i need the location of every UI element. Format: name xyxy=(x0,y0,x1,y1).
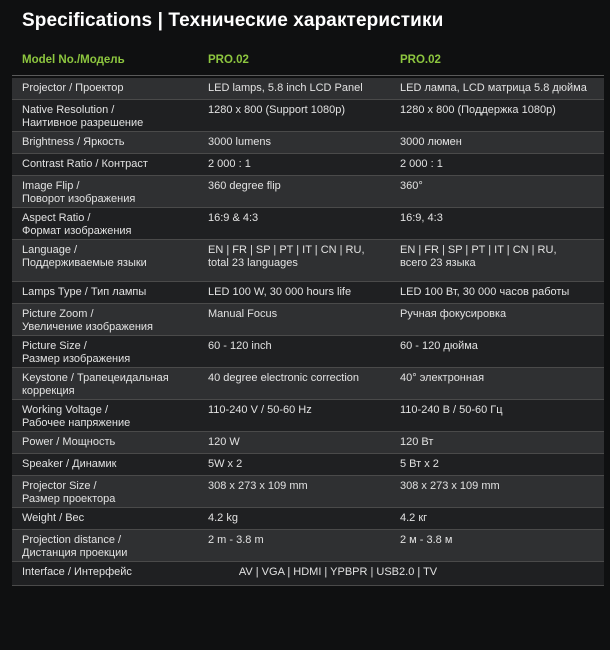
header-model-label: Model No./Модель xyxy=(22,54,125,66)
table-row xyxy=(12,400,604,432)
table-row xyxy=(12,100,604,132)
spec-value-ru: 40° электронная xyxy=(400,372,485,384)
spec-value-en: 4.2 kg xyxy=(208,512,238,524)
spec-value-ru: LED лампа, LCD матрица 5.8 дюйма xyxy=(400,82,587,94)
spec-value-en: 360 degree flip xyxy=(208,180,281,192)
spec-value-ru: 110-240 В / 50-60 Гц xyxy=(400,404,503,416)
spec-table xyxy=(12,78,604,586)
spec-label: Picture Zoom / Увеличение изображения xyxy=(22,308,154,333)
spec-value-ru: 1280 x 800 (Поддержка 1080p) xyxy=(400,104,556,116)
table-row xyxy=(12,240,604,282)
spec-label: Power / Мощность xyxy=(22,436,116,448)
spec-value-ru: Ручная фокусировка xyxy=(400,308,507,320)
spec-value-en: 1280 x 800 (Support 1080p) xyxy=(208,104,345,116)
spec-value-en: 5W x 2 xyxy=(208,458,243,470)
table-row xyxy=(12,78,604,100)
table-row xyxy=(12,282,604,304)
spec-label: Speaker / Динамик xyxy=(22,458,117,470)
spec-label: Weight / Вес xyxy=(22,512,85,524)
spec-value-ru: 4.2 кг xyxy=(400,512,428,524)
table-row xyxy=(12,476,604,508)
table-header xyxy=(12,47,604,76)
spec-value-ru: 120 Вт xyxy=(400,436,434,448)
spec-label: Picture Size / Размер изображения xyxy=(22,340,131,365)
spec-value-en: 120 W xyxy=(208,436,240,448)
table-row xyxy=(12,508,604,530)
spec-value-ru: 2 000 : 1 xyxy=(400,158,443,170)
table-row xyxy=(12,304,604,336)
spec-value-ru: LED 100 Вт, 30 000 часов работы xyxy=(400,286,570,298)
table-row xyxy=(12,208,604,240)
spec-value-en: LED 100 W, 30 000 hours life xyxy=(208,286,352,298)
spec-value-en: 2 m - 3.8 m xyxy=(208,534,264,546)
spec-label: Image Flip / Поворот изображения xyxy=(22,180,136,205)
header-model-col2: PRO.02 xyxy=(400,54,441,66)
spec-value-ru: 5 Вт x 2 xyxy=(400,458,439,470)
spec-label: Projection distance / Дистанция проекции xyxy=(22,534,128,559)
table-row xyxy=(12,132,604,154)
spec-label: Projector Size / Размер проектора xyxy=(22,480,116,505)
interface-value: AV | VGA | HDMI | YPBPR | USB2.0 | TV xyxy=(238,566,438,578)
table-row xyxy=(12,368,604,400)
spec-value-ru: EN | FR | SP | PT | IT | CN | RU, всего 23 языка xyxy=(400,244,557,269)
spec-value-ru: 16:9, 4:3 xyxy=(400,212,443,224)
spec-value-ru: 60 - 120 дюйма xyxy=(400,340,478,352)
spec-label: Contrast Ratio / Контраст xyxy=(22,158,148,170)
spec-value-ru: 3000 люмен xyxy=(400,136,462,148)
spec-label: Keystone / Трапецеидальная коррекция xyxy=(22,372,169,397)
spec-value-en: 110-240 V / 50-60 Hz xyxy=(208,404,312,416)
spec-value-en: LED lamps, 5.8 inch LCD Panel xyxy=(208,82,363,94)
table-row xyxy=(12,432,604,454)
spec-label: Native Resolution / Наитивное разрешение xyxy=(22,104,144,129)
table-row xyxy=(12,336,604,368)
spec-value-ru: 360° xyxy=(400,180,423,192)
spec-label: Interface / Интерфейс xyxy=(22,566,132,578)
spec-value-en: 60 - 120 inch xyxy=(208,340,272,352)
spec-value-en: 3000 lumens xyxy=(208,136,271,148)
table-row xyxy=(12,176,604,208)
table-row xyxy=(12,154,604,176)
spec-label: Lamps Type / Тип лампы xyxy=(22,286,147,298)
spec-value-en: EN | FR | SP | PT | IT | CN | RU, total 23 languages xyxy=(208,244,365,269)
spec-value-en: 16:9 & 4:3 xyxy=(208,212,259,224)
table-row xyxy=(12,454,604,476)
spec-label: Projector / Проектор xyxy=(22,82,124,94)
spec-value-ru: 308 x 273 x 109 mm xyxy=(400,480,500,492)
spec-label: Language / Поддерживаемые языки xyxy=(22,244,147,269)
page-title: Specifications | Технические характеристики xyxy=(22,10,444,31)
spec-label: Aspect Ratio / Формат изображения xyxy=(22,212,132,237)
spec-value-en: 2 000 : 1 xyxy=(208,158,251,170)
spec-value-ru: 2 м - 3.8 м xyxy=(400,534,453,546)
header-model-col1: PRO.02 xyxy=(208,54,249,66)
spec-label: Working Voltage / Рабочее напряжение xyxy=(22,404,131,429)
table-row-interface xyxy=(12,562,604,586)
spec-value-en: Manual Focus xyxy=(208,308,278,320)
spec-value-en: 308 x 273 x 109 mm xyxy=(208,480,308,492)
spec-value-en: 40 degree electronic correction xyxy=(208,372,360,384)
spec-label: Brightness / Яркость xyxy=(22,136,125,148)
table-row xyxy=(12,530,604,562)
